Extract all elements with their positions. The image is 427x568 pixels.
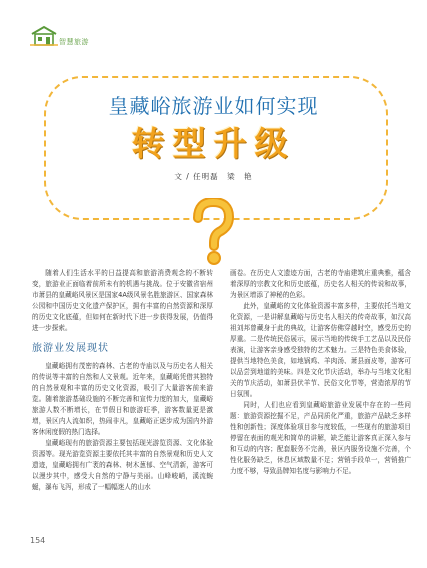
article-author: 文 / 任明磊 梁 艳 [174,172,253,181]
article-subtitle: 转型升级 [131,124,296,163]
right-column [230,268,411,477]
section-header [30,25,110,49]
left-column [32,268,213,493]
section-heading: 旅游业发展现状 [32,343,109,354]
body-paragraph: 画卷。在历史人文遗迹方面，古老的寺庙建筑庄重典雅，蕴含着深厚的宗教文化和历史底蕴，历史名人相关的传说和故事，为景区增添了神秘的色彩。 [230,269,411,299]
body-paragraph: 皇藏峪现有的旅游资源主要包括现光游览资源、文化体验资源等。现光游览资源主要依托其丰富的自然景观和历史人文遗迹，皇藏峪拥有广袤的森林、树木葱郁、空气清新，游客可以漫步其中，感受大自然的宁静与美丽。山峰峻峭，溪流蜿蜒，瀑布飞泻，形成了一幅幅迷人的山水 [32,439,213,491]
house-icon [30,25,58,47]
body-paragraph: 此外，皇藏峪的文化体验资源丰富多样，主要依托当地文化资源，一是讲解皇藏峪与历史名人相关的传奇故事，如汉高祖刘邦曾藏身于此的典故，让游客仿佛穿越时空，感受历史的厚重。二是传统民俗展示，展示当地的传统手工艺品以及民俗表演，让游客亲身感受独特的艺术魅力。三是特色美食体验，提供当地特色美食，如地锅鸡、羊肉汤、萧县面皮等，游客可以品尝到地道的美味。四是文化节庆活动，举办与当地文化相关的节庆活动，如萧县伏羊节、民俗文化节等，营造浓厚的节日氛围。 [230,302,411,398]
body-paragraph: 同时，人们也应看到皇藏峪旅游业发展中存在的一些问题：旅游资源挖掘不足，产品同质化严重，旅游产品缺乏多样性和创新性；深度体验项目参与度较低，一些现有的旅游项目停留在表面的观光和简单的讲解，缺乏能让游客真正深入参与和互动的内容；配套服务不完善，景区内服务设施不完善，个性化服务缺乏，休息区域数量不足；营销手段单一，营销推广力度不够，导致品牌知名度与影响力不足。 [230,401,411,475]
section-label: 智慧旅游 [59,38,89,46]
page-number: 154 [30,536,46,545]
question-mark-icon [188,198,238,266]
article-title: 皇藏峪旅游业如何实现 [108,94,319,118]
body-paragraph: 皇藏峪拥有茂密的森林、古老的寺庙以及与历史名人相关的传说等丰富的自然和人文景观。近年来，皇藏峪凭借其独特的自然景观和丰富的历史文化资源，吸引了大量游客前来游览。随着旅游基础设施的不断完善和宣传力度的加大，皇藏峪旅游人数不断增长，在节假日和旅游旺季，游客数量更是激增，景区内人流如织，热闹非凡，皇藏峪正逐步成为国内外游客休闲度假的热门选择。 [32,362,213,436]
intro-paragraph: 随着人们生活水平的日益提高和旅游消费观念的不断转变，旅游业正面临着前所未有的机遇与挑战。位于安徽省宿州市萧县的皇藏峪风景区是国家4A级风景名胜旅游区、国家森林公园和中国历史文化遗产保护区，拥有丰富的自然资源和深厚的历史文化底蕴，但如何在新时代下进一步获得发展，仍值得进一步探索。 [32,269,213,332]
